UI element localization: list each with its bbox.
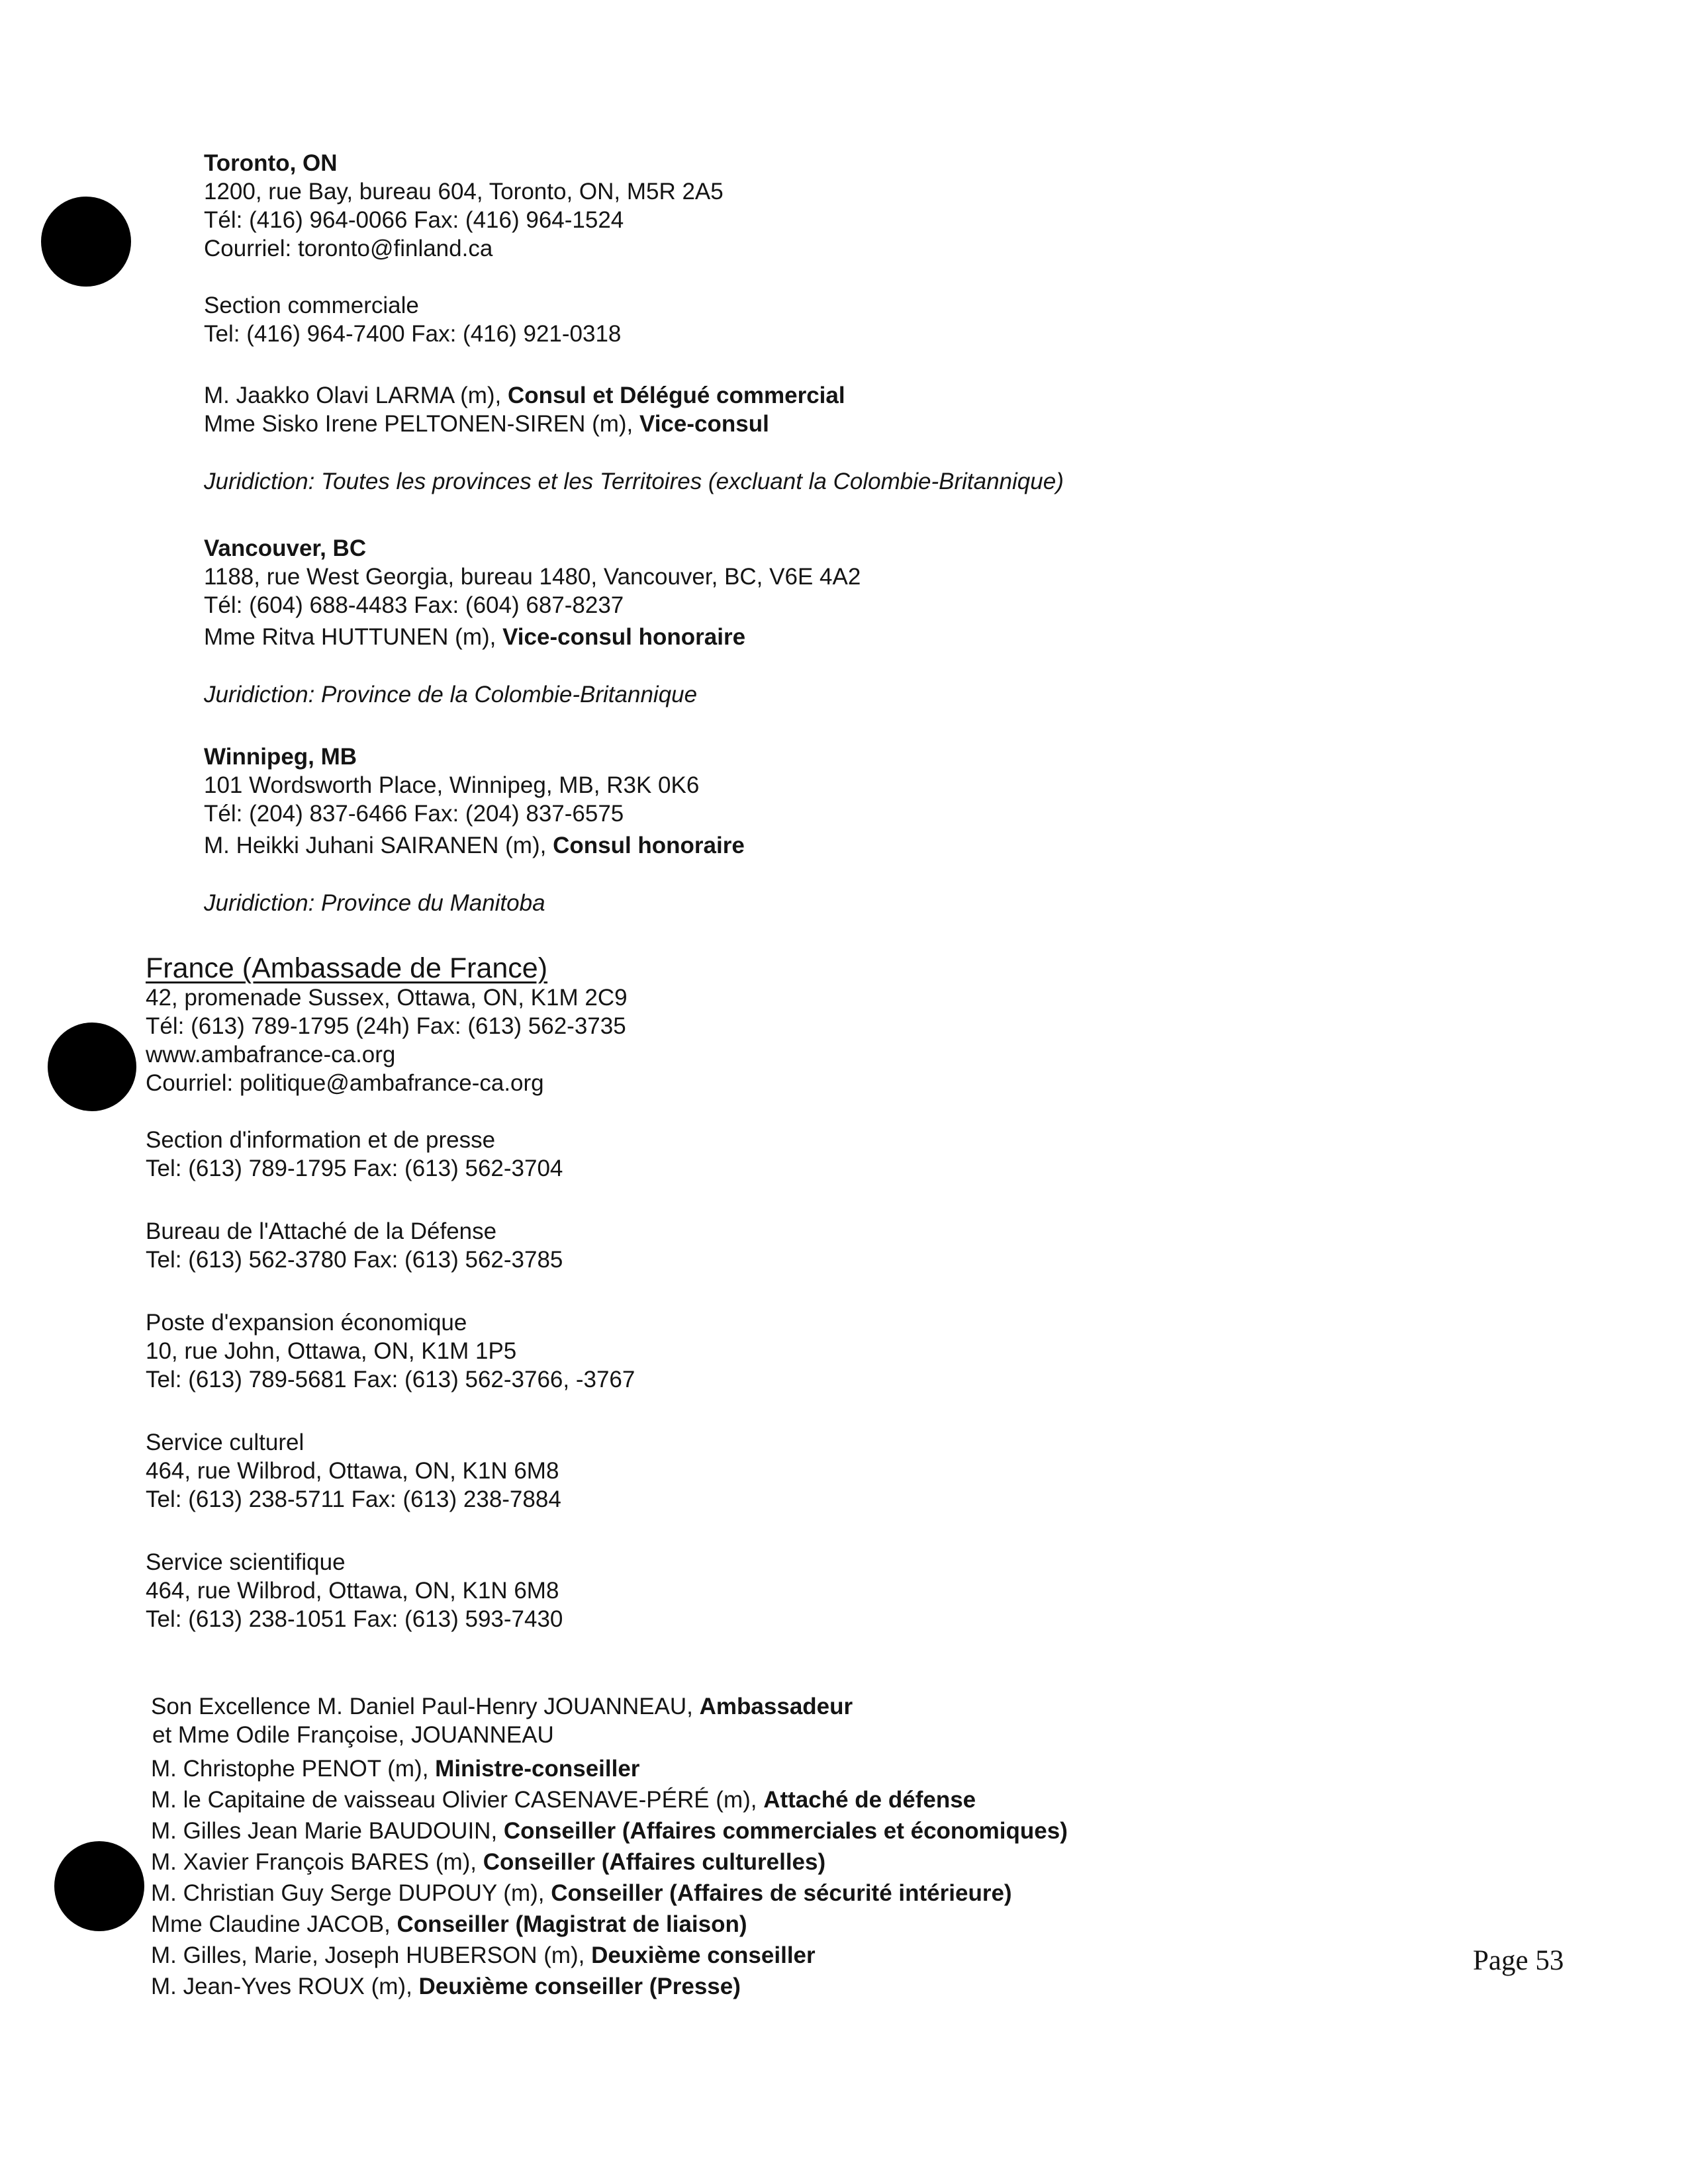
toronto-jurisdiction: Juridiction: Toutes les provinces et les Territoires (excluant la Colombie-Britannique) xyxy=(204,469,1064,494)
france-section xyxy=(146,1126,635,1183)
vancouver-phone-fax: Tél: (604) 688-4483 Fax: (604) 687-8237 xyxy=(204,592,624,618)
winnipeg-city: Winnipeg, MB xyxy=(204,744,357,770)
france-embassy xyxy=(146,953,635,1633)
staff-member xyxy=(151,1815,1068,1846)
vancouver-consulate xyxy=(204,534,861,709)
official-name: Mme Ritva HUTTUNEN (m), xyxy=(204,624,503,650)
official-name: M. Heikki Juhani SAIRANEN (m), xyxy=(204,833,553,858)
vancouver-official xyxy=(204,623,861,651)
france-section xyxy=(146,1428,635,1514)
staff-member xyxy=(151,1940,1068,1971)
ambassador-spouse: et Mme Odile Françoise, JOUANNEAU xyxy=(152,1722,554,1748)
toronto-phone-fax: Tél: (416) 964-0066 Fax: (416) 964-1524 xyxy=(204,207,624,233)
punch-hole-top xyxy=(41,197,131,287)
section-line: Poste d'expansion économique xyxy=(146,1310,467,1336)
france-sections xyxy=(146,1126,635,1633)
staff-member xyxy=(151,1784,1068,1815)
staff-name: M. Christian Guy Serge DUPOUY (m), xyxy=(151,1880,551,1906)
toronto-official xyxy=(204,410,1064,438)
ambassador-name: Son Excellence M. Daniel Paul-Henry JOUANNEAU, xyxy=(151,1694,700,1719)
official-title: Consul et Délégué commercial xyxy=(507,383,845,408)
winnipeg-consulate xyxy=(204,743,745,917)
section-line: Tel: (613) 562-3780 Fax: (613) 562-3785 xyxy=(146,1247,563,1273)
staff-title: Conseiller (Affaires commerciales et économiques) xyxy=(503,1818,1068,1844)
toronto-email: Courriel: toronto@finland.ca xyxy=(204,236,493,261)
staff-name: M. Gilles Jean Marie BAUDOUIN, xyxy=(151,1818,504,1844)
staff-name: M. le Capitaine de vaisseau Olivier CASENAVE-PÉRÉ (m), xyxy=(151,1787,764,1813)
toronto-address: 1200, rue Bay, bureau 604, Toronto, ON, M5R 2A5 xyxy=(204,179,724,205)
punch-hole-bottom xyxy=(54,1841,144,1931)
section-line: 464, rue Wilbrod, Ottawa, ON, K1N 6M8 xyxy=(146,1458,559,1484)
staff-member xyxy=(151,1846,1068,1878)
staff-member xyxy=(151,1878,1068,1909)
section-line: Tel: (613) 789-5681 Fax: (613) 562-3766, -3767 xyxy=(146,1367,635,1392)
section-line: Tel: (613) 238-5711 Fax: (613) 238-7884 xyxy=(146,1486,561,1512)
toronto-commercial-phone: Tel: (416) 964-7400 Fax: (416) 921-0318 xyxy=(204,321,622,347)
toronto-commercial-title: Section commerciale xyxy=(204,293,419,318)
staff-name: M. Gilles, Marie, Joseph HUBERSON (m), xyxy=(151,1942,592,1968)
winnipeg-jurisdiction: Juridiction: Province du Manitoba xyxy=(204,890,545,916)
staff-member xyxy=(151,1909,1068,1940)
staff-title: Conseiller (Magistrat de liaison) xyxy=(397,1911,747,1937)
section-line: Tel: (613) 238-1051 Fax: (613) 593-7430 xyxy=(146,1606,563,1632)
staff-title: Ministre-conseiller xyxy=(435,1756,640,1782)
section-line: Service scientifique xyxy=(146,1549,346,1575)
winnipeg-address: 101 Wordsworth Place, Winnipeg, MB, R3K 0K6 xyxy=(204,772,700,798)
winnipeg-phone-fax: Tél: (204) 837-6466 Fax: (204) 837-6575 xyxy=(204,801,624,827)
france-section xyxy=(146,1308,635,1394)
toronto-city: Toronto, ON xyxy=(204,150,338,176)
section-line: Tel: (613) 789-1795 Fax: (613) 562-3704 xyxy=(146,1156,563,1181)
staff-member xyxy=(151,1753,1068,1784)
staff-name: M. Christophe PENOT (m), xyxy=(151,1756,436,1782)
official-name: Mme Sisko Irene PELTONEN-SIREN (m), xyxy=(204,411,639,437)
france-section xyxy=(146,1548,635,1633)
staff-title: Conseiller (Affaires culturelles) xyxy=(483,1849,826,1875)
vancouver-jurisdiction: Juridiction: Province de la Colombie-Britannique xyxy=(204,682,698,707)
france-heading: France (Ambassade de France) xyxy=(146,952,548,984)
france-phone-fax: Tél: (613) 789-1795 (24h) Fax: (613) 562-3735 xyxy=(146,1013,626,1039)
official-title: Consul honoraire xyxy=(553,833,745,858)
winnipeg-official xyxy=(204,831,745,860)
section-line: 464, rue Wilbrod, Ottawa, ON, K1N 6M8 xyxy=(146,1578,559,1604)
france-address: 42, promenade Sussex, Ottawa, ON, K1M 2C9 xyxy=(146,985,628,1011)
toronto-official xyxy=(204,381,1064,410)
section-line: Section d'information et de presse xyxy=(146,1127,496,1153)
section-line: Bureau de l'Attaché de la Défense xyxy=(146,1218,497,1244)
france-website: www.ambafrance-ca.org xyxy=(146,1042,396,1068)
page-number: Page 53 xyxy=(1473,1945,1564,1976)
staff-title: Deuxième conseiller (Presse) xyxy=(418,1974,741,1999)
france-email: Courriel: politique@ambafrance-ca.org xyxy=(146,1070,544,1096)
section-line: 10, rue John, Ottawa, ON, K1M 1P5 xyxy=(146,1338,517,1364)
staff-member xyxy=(151,1971,1068,2002)
staff-name: M. Jean-Yves ROUX (m), xyxy=(151,1974,419,1999)
punch-hole-middle xyxy=(48,1023,136,1111)
staff-title: Conseiller (Affaires de sécurité intérieure) xyxy=(551,1880,1012,1906)
official-title: Vice-consul honoraire xyxy=(502,624,746,650)
staff-name: Mme Claudine JACOB, xyxy=(151,1911,397,1937)
official-title: Vice-consul xyxy=(639,411,769,437)
ambassador-line xyxy=(151,1692,1068,1721)
toronto-consulate xyxy=(204,149,1064,496)
france-section xyxy=(146,1217,635,1274)
staff-title: Attaché de défense xyxy=(763,1787,976,1813)
ambassador-title: Ambassadeur xyxy=(699,1694,853,1719)
vancouver-address: 1188, rue West Georgia, bureau 1480, Vancouver, BC, V6E 4A2 xyxy=(204,564,861,590)
vancouver-city: Vancouver, BC xyxy=(204,535,367,561)
section-line: Service culturel xyxy=(146,1430,305,1455)
staff-name: M. Xavier François BARES (m), xyxy=(151,1849,483,1875)
staff-title: Deuxième conseiller xyxy=(591,1942,816,1968)
official-name: M. Jaakko Olavi LARMA (m), xyxy=(204,383,508,408)
france-staff-list xyxy=(151,1692,1068,2002)
